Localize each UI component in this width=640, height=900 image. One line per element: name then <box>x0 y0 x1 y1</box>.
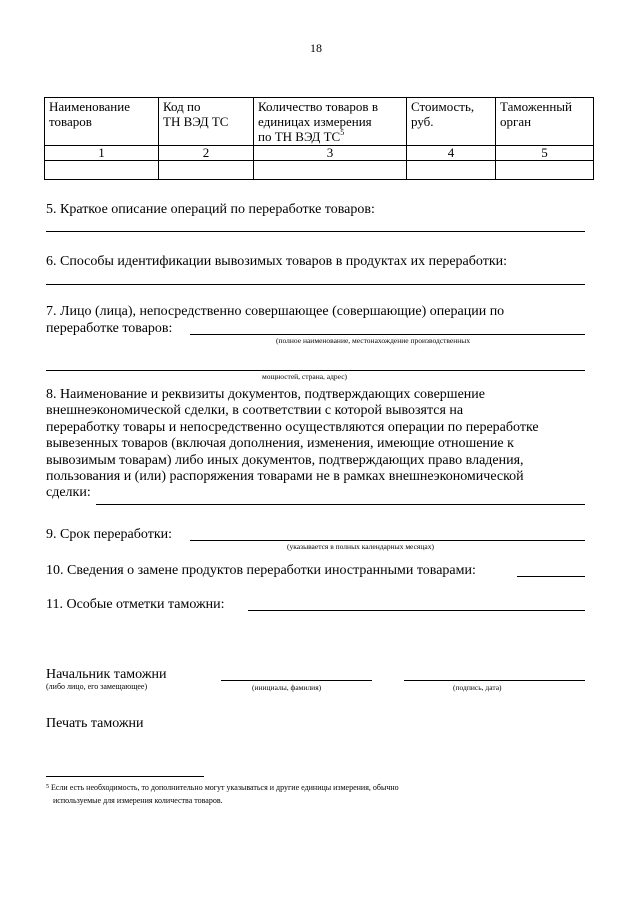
section-5-field[interactable] <box>46 231 585 232</box>
table-cell[interactable] <box>45 161 159 180</box>
header-cost: Стоимость, руб. <box>407 98 496 146</box>
chief-title: Начальник таможни <box>46 667 167 682</box>
stamp-label: Печать таможни <box>46 716 144 731</box>
column-number: 4 <box>407 146 496 161</box>
section-8-text: 8. Наименование и реквизиты документов, подтверждающих совершение внешнеэкономической сделки, в соответствии с которой вывозятся на переработку товары и непосредственно осуществляются операции по переработке вывезенных товаров (включая дополнения, изменения, имеющие отношение к вывозимым товарам) либо иных документов, подтверждающих право владения, пользования и (или) распоряжения товарами не в рамках внешнеэкономической сделки: <box>46 387 539 501</box>
section-9-label: 9. Срок переработки: <box>46 527 173 542</box>
header-goods-name: Наименование товаров <box>45 98 159 146</box>
section-8-field[interactable] <box>96 504 585 505</box>
footnote-ref: 5 <box>340 128 345 137</box>
section-7-hint: (полное наименование, местонахождение производственных <box>276 336 471 345</box>
table-cell[interactable] <box>159 161 254 180</box>
initials-field[interactable] <box>221 680 372 681</box>
initials-hint: (инициалы, фамилия) <box>252 683 322 692</box>
header-tnved-code: Код по ТН ВЭД ТС <box>159 98 254 146</box>
signature-hint: (подпись, дата) <box>453 683 502 692</box>
table-number-row <box>45 146 594 161</box>
table-cell[interactable] <box>254 161 407 180</box>
section-9-field[interactable] <box>190 540 585 541</box>
table-cell[interactable] <box>496 161 594 180</box>
section-7-label: 7. Лицо (лица), непосредственно совершающее (совершающие) операции по <box>46 304 505 319</box>
table-header-row <box>45 98 594 146</box>
page-number: 18 <box>310 41 322 55</box>
section-7-hint-2: мощностей, страна, адрес) <box>262 372 348 381</box>
chief-title-hint: (либо лицо, его замещающее) <box>46 682 148 691</box>
goods-table <box>44 97 594 180</box>
footnote <box>46 783 399 793</box>
header-customs-office: Таможенный орган <box>496 98 594 146</box>
footnote-text-cont: используемые для измерения количества товаров. <box>53 796 223 805</box>
footnote-mark: 5 <box>46 784 49 790</box>
footnote-text: Если есть необходимость, то дополнительно могут указываться и другие единицы измерения, обычно <box>51 783 399 792</box>
section-5-label: 5. Краткое описание операций по переработке товаров: <box>46 202 375 217</box>
table-row <box>45 161 594 180</box>
section-6-label: 6. Способы идентификации вывозимых товаров в продуктах их переработки: <box>46 254 508 269</box>
table-cell[interactable] <box>407 161 496 180</box>
section-9-hint: (указывается в полных календарных месяцах) <box>287 542 434 551</box>
section-11-label: 11. Особые отметки таможни: <box>46 597 225 612</box>
signature-field[interactable] <box>404 680 585 681</box>
column-number: 3 <box>254 146 407 161</box>
column-number: 5 <box>496 146 594 161</box>
section-7-label-cont: переработке товаров: <box>46 321 173 336</box>
column-number: 2 <box>159 146 254 161</box>
section-10-field[interactable] <box>517 576 585 577</box>
section-11-field[interactable] <box>248 610 585 611</box>
section-7-field-2[interactable] <box>46 370 585 371</box>
section-7-field[interactable] <box>190 334 585 335</box>
column-number: 1 <box>45 146 159 161</box>
header-quantity: Количество товаров в единицах измерения по ТН ВЭД $ТС^5$ <box>254 98 407 146</box>
section-6-field[interactable] <box>46 284 585 285</box>
footnote-divider <box>46 776 204 777</box>
section-10-label: 10. Сведения о замене продуктов переработки иностранными товарами: <box>46 563 476 578</box>
